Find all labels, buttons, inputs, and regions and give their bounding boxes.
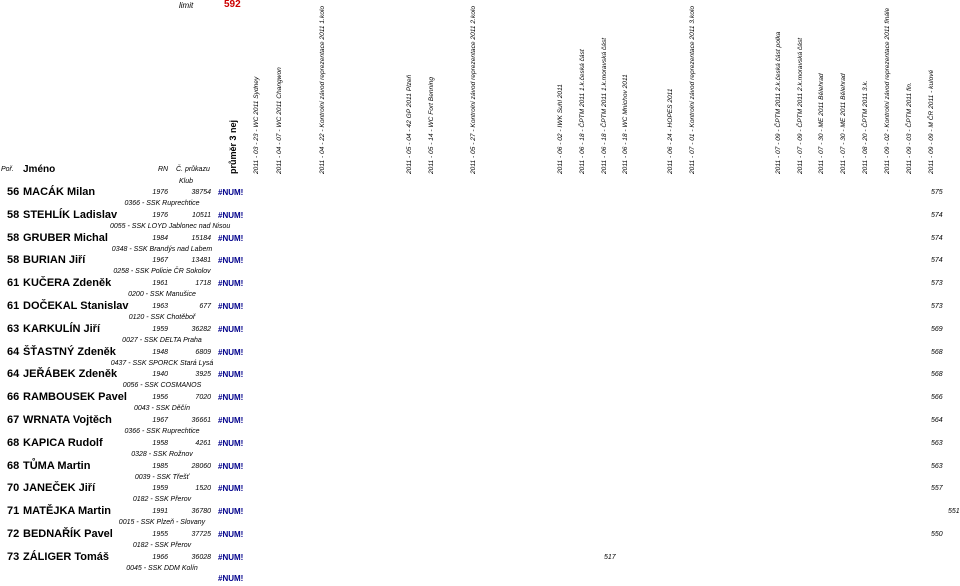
klub-cell: 0043 - SSK Děčín xyxy=(133,405,191,413)
prumer-cell: #NUM! xyxy=(218,233,244,243)
klub-cell: 0027 - SSK DELTA Praha xyxy=(122,336,202,344)
klub-cell: 0200 - SSK Manušice xyxy=(128,291,196,299)
poradi-cell: 73 xyxy=(7,550,20,563)
klub-cell: 0120 - SSK Chotěboř xyxy=(128,314,196,321)
score-cell: 569 xyxy=(931,325,943,333)
score-cell: 563 xyxy=(931,462,943,470)
event-header: 2011 - 04 - 22 - Kontrolní závod reprezentace 2011 1.kolo xyxy=(319,5,326,174)
prukaz-cell: 1718 xyxy=(195,280,211,288)
prumer-cell: #NUM! xyxy=(218,347,244,357)
event-header: 2011 - 06 - 18 - WC Mnichov 2011 xyxy=(622,74,629,174)
prukaz-cell: 28060 xyxy=(191,462,211,470)
jmeno-cell: JEŘÁBEK Zdeněk xyxy=(23,368,118,381)
prukaz-cell: 677 xyxy=(199,303,211,310)
klub-cell: 0056 - SSK COSMANOS xyxy=(122,382,202,390)
poradi-cell: 66 xyxy=(7,391,20,404)
event-header: 2011 - 07 - 30 - ME 2011 Bělehrad xyxy=(818,73,825,174)
score-cell: 551 xyxy=(948,508,960,516)
klub-cell: 0039 - SSK Třešť xyxy=(134,473,190,481)
poradi-cell: 64 xyxy=(7,368,20,381)
prumer-cell: #NUM! xyxy=(218,507,244,517)
rn-cell: 1959 xyxy=(152,485,168,493)
rn-cell: 1984 xyxy=(152,234,168,242)
poradi-cell: 61 xyxy=(7,277,20,290)
rn-cell: 1958 xyxy=(152,439,168,447)
limit-label: limit xyxy=(179,1,194,10)
rn-cell: 1967 xyxy=(152,417,168,424)
rn-cell: 1940 xyxy=(152,371,168,379)
jmeno-cell: KAPICA Rudolf xyxy=(23,436,103,449)
prukaz-cell: 7020 xyxy=(195,394,211,402)
klub-cell: 0328 - SSK Rožnov xyxy=(131,450,193,458)
klub-cell: 0055 - SSK LOYD Jablonec nad Nisou xyxy=(110,222,231,230)
score-cell: 517 xyxy=(604,553,616,561)
event-header: 2011 - 09 - 09 - M ČR 2011 - kulové xyxy=(928,69,935,174)
poradi-header: Poř. xyxy=(1,166,14,173)
klub-cell: 0045 - SSK DDM Kolín xyxy=(126,564,198,572)
event-header: 2011 - 09 - 03 - ČPTM 2011 fin. xyxy=(906,82,913,174)
prumer-cell: #NUM! xyxy=(218,370,244,380)
event-header: 2011 - 05 - 14 - WC Fort Benning xyxy=(428,77,435,174)
rn-cell: 1966 xyxy=(152,553,168,561)
klub-cell: 0366 - SSK Ruprechtice xyxy=(124,428,200,435)
event-header: 2011 - 03 - 23 - WC 2011 Sydney xyxy=(253,76,260,174)
event-header: 2011 - 06 - 18 - ČPTM 2011 1.k.moravská část xyxy=(601,37,608,174)
rn-cell: 1976 xyxy=(152,189,168,196)
score-cell: 574 xyxy=(931,234,943,242)
score-cell: 563 xyxy=(931,439,943,447)
trailing-prumer: #NUM! xyxy=(218,574,244,583)
prukaz-cell: 13481 xyxy=(191,257,211,265)
jmeno-cell: DOČEKAL Stanislav xyxy=(23,300,129,312)
prukaz-cell: 15184 xyxy=(191,234,211,242)
event-header: 2011 - 04 - 07 - WC 2011 Changwon xyxy=(276,67,283,174)
event-header: 2011 - 06 - 24 - HOPES 2011 xyxy=(667,88,674,174)
jmeno-cell: KUČERA Zdeněk xyxy=(23,277,112,290)
rn-header: RN xyxy=(158,166,169,173)
jmeno-cell: MACÁK Milan xyxy=(23,186,96,198)
event-header: 2011 - 06 - 02 - IWK Suhl 2011 xyxy=(557,84,564,174)
rn-cell: 1985 xyxy=(152,462,168,470)
rn-cell: 1961 xyxy=(152,280,168,288)
jmeno-cell: WRNATA Vojtěch xyxy=(23,414,112,426)
klub-cell: 0437 - SSK SPORCK Stará Lysá xyxy=(110,359,214,367)
score-cell: 564 xyxy=(931,417,943,424)
score-cell: 574 xyxy=(931,257,943,265)
prumer-cell: #NUM! xyxy=(218,256,244,266)
jmeno-cell: GRUBER Michal xyxy=(23,231,108,244)
score-cell: 575 xyxy=(931,189,943,196)
rn-cell: 1959 xyxy=(152,325,168,333)
score-cell: 557 xyxy=(931,485,943,493)
jmeno-header: Jméno xyxy=(23,164,56,175)
score-cell: 568 xyxy=(931,371,943,379)
prukaz-cell: 3925 xyxy=(195,371,211,379)
score-cell: 550 xyxy=(931,531,943,538)
prukaz-cell: 4261 xyxy=(195,439,211,447)
prukaz-cell: 1520 xyxy=(195,485,211,493)
klub-cell: 0348 - SSK Brandýs nad Labem xyxy=(111,245,213,253)
prumer-cell: #NUM! xyxy=(218,324,244,334)
prukaz-cell: 38754 xyxy=(191,189,211,196)
jmeno-cell: ZÁLIGER Tomáš xyxy=(23,550,109,563)
poradi-cell: 63 xyxy=(7,322,20,335)
jmeno-cell: TŮMA Martin xyxy=(23,459,91,472)
score-cell: 573 xyxy=(931,280,943,288)
rn-cell: 1948 xyxy=(152,348,168,356)
prumer-cell: #NUM! xyxy=(218,210,244,220)
prukaz-cell: 6809 xyxy=(195,348,211,356)
prumer-cell: #NUM! xyxy=(218,552,244,562)
event-header: 2011 - 07 - 09 - ČPTM 2011 2.k.česká část polka xyxy=(775,31,782,174)
prumer-cell: #NUM! xyxy=(218,461,244,471)
poradi-cell: 58 xyxy=(7,208,20,221)
event-header: 2011 - 05 - 04 - 42 GP 2011 Plzeň xyxy=(406,74,413,174)
prukaz-cell: 36282 xyxy=(191,325,211,333)
score-cell: 573 xyxy=(931,303,943,310)
prukaz-cell: 36780 xyxy=(191,508,211,516)
jmeno-cell: KARKULÍN Jiří xyxy=(23,322,101,335)
rn-cell: 1963 xyxy=(152,303,168,310)
klub-cell: 0258 - SSK Policie ČR Sokolov xyxy=(113,268,211,276)
prumer-cell: #NUM! xyxy=(218,530,244,539)
event-header: 2011 - 07 - 01 - Kontrolní závod reprezentace 2011 3.kolo xyxy=(689,5,696,174)
poradi-cell: 68 xyxy=(7,436,20,449)
rn-cell: 1956 xyxy=(152,394,168,402)
jmeno-cell: JANEČEK Jiří xyxy=(23,482,96,495)
event-header: 2011 - 06 - 18 - ČPTM 2011 1.k.česká část xyxy=(579,49,586,174)
klub-cell: 0015 - SSK Plzeň - Slovany xyxy=(118,519,206,527)
jmeno-cell: STEHLÍK Ladislav xyxy=(23,208,118,221)
prukaz-header: Č. průkazu xyxy=(176,166,210,173)
event-header: 2011 - 05 - 27 - Kontrolní závod reprezentace 2011 2.kolo xyxy=(470,5,477,174)
poradi-cell: 58 xyxy=(7,231,20,244)
event-header: 2011 - 07 - 30 - ME 2011 Bělehrad xyxy=(840,73,847,174)
klub-header: Klub xyxy=(179,178,194,185)
prukaz-cell: 36661 xyxy=(191,417,211,424)
poradi-cell: 68 xyxy=(7,459,20,472)
limit-value: 592 xyxy=(224,0,241,10)
score-cell: 574 xyxy=(931,211,943,219)
poradi-cell: 67 xyxy=(7,414,20,426)
jmeno-cell: BURIAN Jiří xyxy=(23,254,86,267)
klub-cell: 0366 - SSK Ruprechtice xyxy=(124,200,200,207)
prumer-cell: #NUM! xyxy=(218,279,244,289)
poradi-cell: 71 xyxy=(7,505,20,518)
prumer-cell: #NUM! xyxy=(218,188,244,197)
rn-cell: 1991 xyxy=(152,508,168,516)
poradi-cell: 56 xyxy=(7,186,20,198)
jmeno-cell: RAMBOUSEK Pavel xyxy=(23,391,127,404)
prumer-header: průměr 3 nej xyxy=(228,119,238,174)
poradi-cell: 58 xyxy=(7,254,20,267)
prumer-cell: #NUM! xyxy=(218,302,244,311)
klub-cell: 0182 - SSK Přerov xyxy=(132,496,192,504)
poradi-cell: 70 xyxy=(7,482,20,495)
poradi-cell: 72 xyxy=(7,528,20,540)
rn-cell: 1955 xyxy=(152,531,168,538)
prumer-cell: #NUM! xyxy=(218,416,244,425)
prumer-cell: #NUM! xyxy=(218,438,244,448)
klub-cell: 0182 - SSK Přerov xyxy=(132,542,192,549)
prumer-cell: #NUM! xyxy=(218,393,244,403)
rn-cell: 1976 xyxy=(152,211,168,219)
prumer-cell: #NUM! xyxy=(218,484,244,494)
prukaz-cell: 36028 xyxy=(191,553,211,561)
rn-cell: 1967 xyxy=(152,257,168,265)
prukaz-cell: 37725 xyxy=(191,531,211,538)
jmeno-cell: BEDNAŘÍK Pavel xyxy=(23,528,113,540)
poradi-cell: 61 xyxy=(7,300,20,312)
poradi-cell: 64 xyxy=(7,345,20,358)
event-header: 2011 - 08 - 20 - ČPTM 2011 3.k. xyxy=(862,80,869,174)
jmeno-cell: ŠŤASTNÝ Zdeněk xyxy=(23,345,116,358)
jmeno-cell: MATĚJKA Martin xyxy=(23,505,111,518)
event-header: 2011 - 07 - 09 - ČPTM 2011 2.k.moravská část xyxy=(797,37,804,174)
event-header: 2011 - 09 - 02 - Kontrolní závod reprezentace 2011 finále xyxy=(884,7,891,174)
score-cell: 568 xyxy=(931,348,943,356)
prukaz-cell: 10511 xyxy=(192,211,211,219)
score-cell: 566 xyxy=(931,394,943,402)
